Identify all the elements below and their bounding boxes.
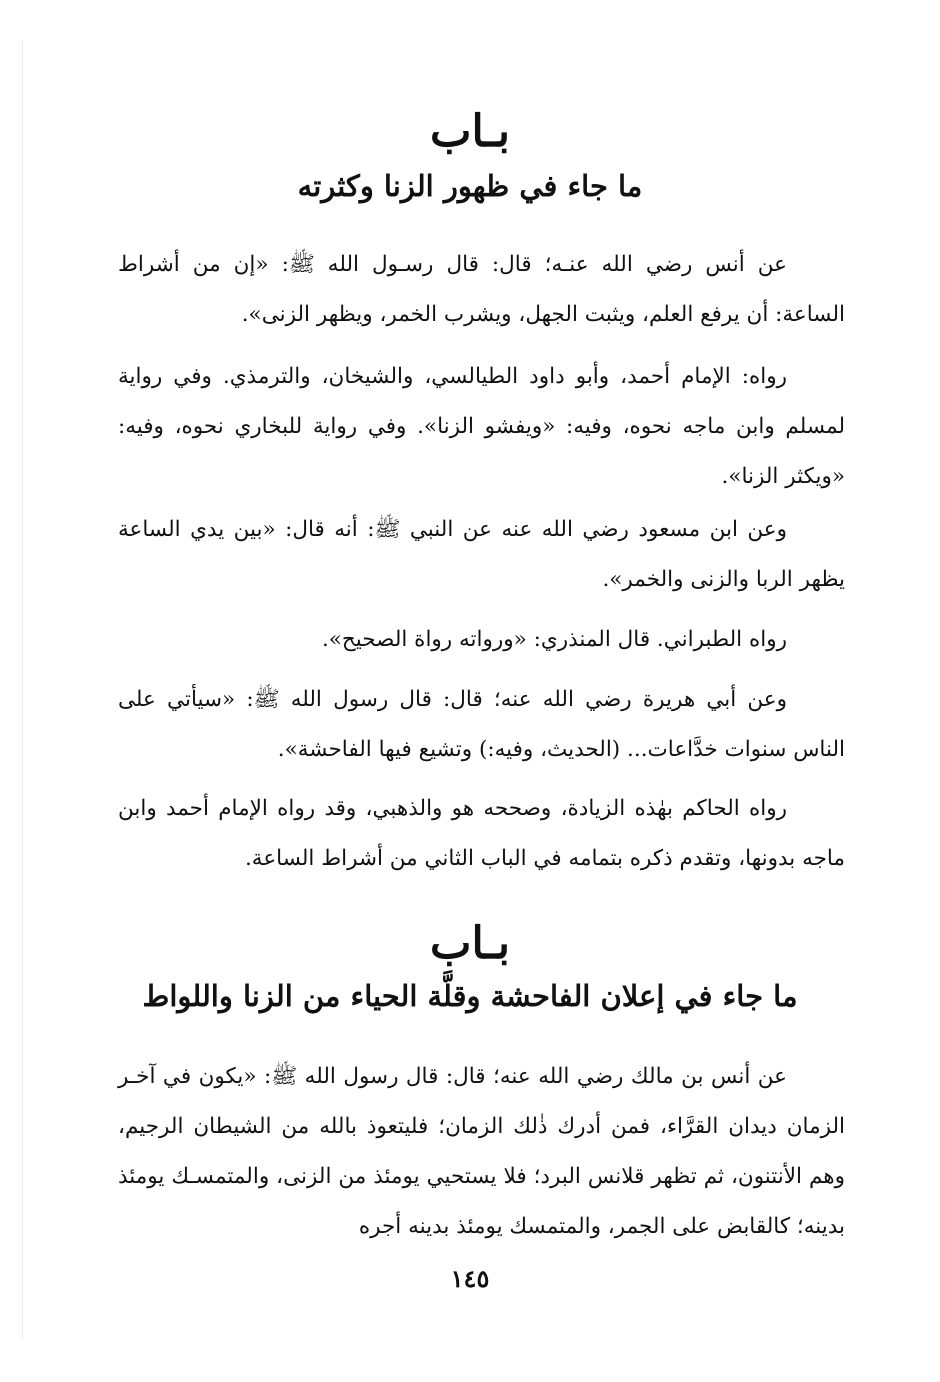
paragraph-text: رواه الطبراني. قال المنذري: «ورواته رواة الصحيح». [321, 627, 787, 652]
paragraph [118, 675, 845, 775]
paragraph [118, 352, 845, 502]
paragraph-text: عن أنس بن مالك رضي الله عنه؛ قال: قال رسول الله ﷺ: «يكون في آخـر الزمان ديدان القرَّاء، فمن أدرك ذٰلك الزمان؛ فليتعوذ بالله من الشيطان الرجيم، وهم الأنتنون، ثم تظهر قلانس البرد؛ فلا يستحيي يومئذ من الزنى، والمتمسـك يومئذ بدينه؛ كالقابض على الجمر، والمتمسك يومئذ بدينه أجره [118, 1064, 845, 1239]
chapter-word: بـاب [430, 106, 510, 157]
chapter-heading: ما جاء في إعلان الفاحشة وقلَّة الحياء من الزنا واللواط [142, 979, 798, 1013]
paragraph-text: وعن أبي هريرة رضي الله عنه؛ قال: قال رسول الله ﷺ: «سيأتي على الناس سنوات خدَّاعات... (الحديث، وفيه:) وتشيع فيها الفاحشة». [118, 687, 845, 762]
page-number: ١٤٥ [450, 1264, 490, 1293]
paragraph [118, 615, 845, 665]
paragraph [118, 1052, 845, 1252]
chapter-heading: ما جاء في ظهور الزنا وكثرته [297, 169, 643, 203]
paragraph-text: عن أنس رضي الله عنـه؛ قال: قال رسـول الله ﷺ: «إن من أشراط الساعة: أن يرفع العلم، ويثبت الجهل، ويشرب الخمر، ويظهر الزنى». [118, 252, 845, 327]
paragraph-text: رواه: الإمام أحمد، وأبو داود الطيالسي، والشيخان، والترمذي. وفي رواية لمسلم وابن ماجه نحوه، وفيه: «ويفشو الزنا». وفي رواية للبخاري نحوه، وفيه: «ويكثر الزنا». [118, 364, 845, 489]
page-edge-line [22, 40, 23, 1340]
paragraph [118, 505, 845, 605]
paragraph [118, 240, 845, 340]
paragraph-text: وعن ابن مسعود رضي الله عنه عن النبي ﷺ: أنه قال: «بين يدي الساعة يظهر الربا والزنى والخمر». [118, 517, 845, 592]
chapter-word: بـاب [430, 918, 510, 969]
paragraph-text: رواه الحاكم بهٰذه الزيادة، وصححه هو والذهبي، وقد رواه الإمام أحمد وابن ماجه بدونها، وتقدم ذكره بتمامه في الباب الثاني من أشراط الساعة. [118, 796, 845, 871]
paragraph [118, 784, 845, 884]
